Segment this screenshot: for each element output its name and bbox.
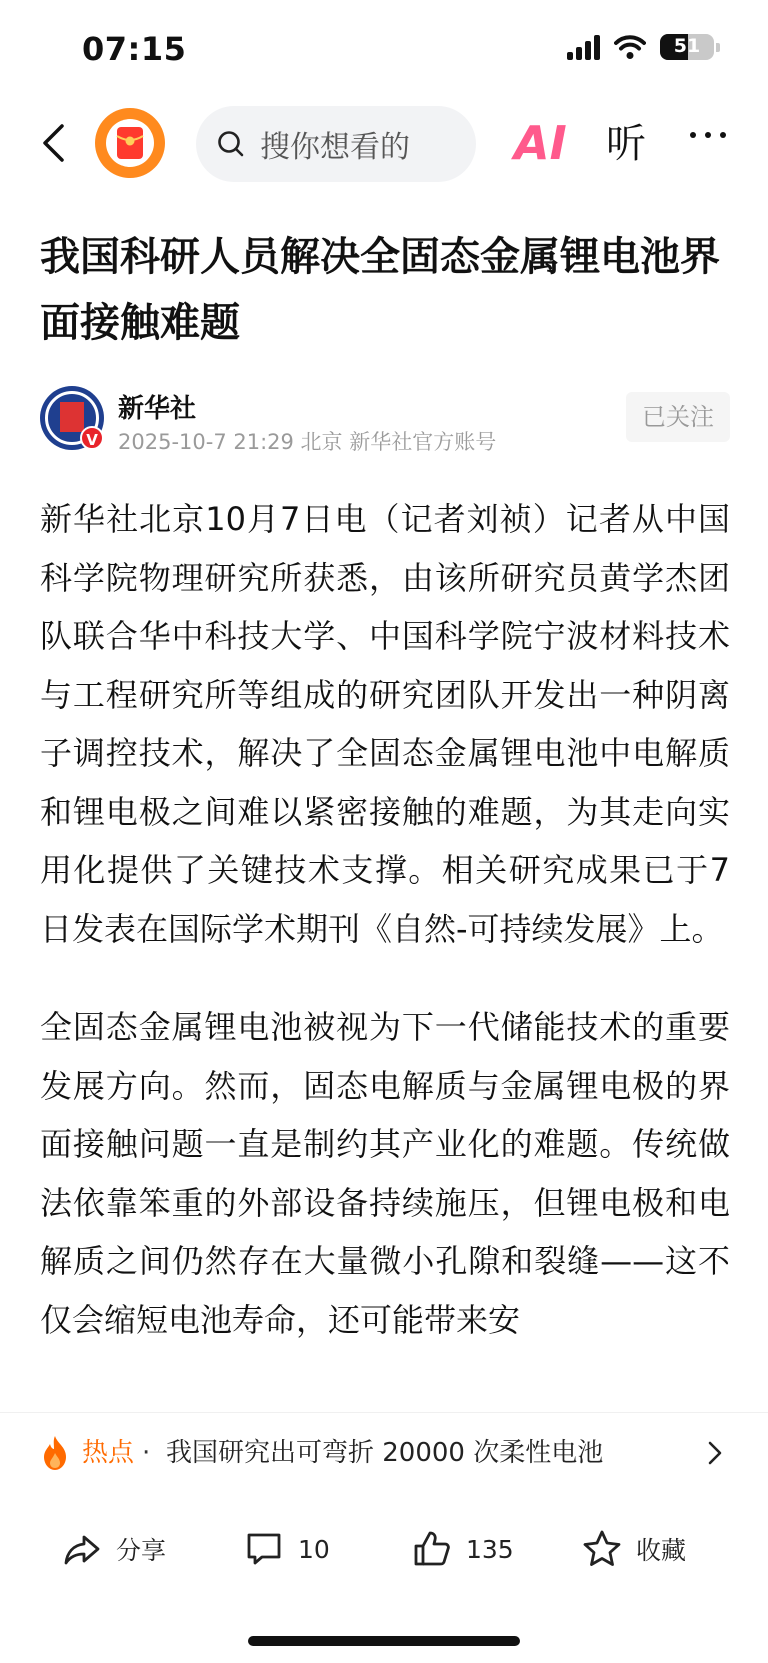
more-dot: [705, 132, 711, 138]
more-dot: [720, 132, 726, 138]
home-indicator[interactable]: [248, 1636, 520, 1646]
status-icons: [567, 34, 720, 60]
article-paragraph: 新华社北京10月7日电（记者刘祯）记者从中国科学院物理研究所获悉，由该所研究员黄学杰团队联合华中科技大学、中国科学院宁波材料技术与工程研究所等组成的研究团队开发出一种阴离子调控技术，解决了全固态金属锂电池中电解质和锂电极之间难以紧密接触的难题，为其走向实用化提供了关键技术支撑。相关研究成果已于7日发表在国际学术期刊《自然-可持续发展》上。: [40, 500, 730, 948]
nav-bar: [0, 100, 768, 190]
more-button[interactable]: [690, 132, 726, 138]
share-button[interactable]: [62, 1514, 166, 1584]
comment-button[interactable]: [244, 1514, 330, 1584]
comment-count: 10: [298, 1534, 330, 1564]
verified-badge: V: [80, 426, 104, 450]
author-row: [40, 386, 730, 456]
more-dots-icon: [690, 132, 696, 138]
chevron-left-icon: [40, 123, 66, 163]
battery-icon: [660, 34, 714, 60]
follow-button[interactable]: 已关注: [626, 392, 730, 442]
search-placeholder: 搜你想看的: [260, 130, 410, 165]
like-count: 135: [466, 1534, 514, 1564]
author-name[interactable]: 新华社: [118, 394, 197, 424]
status-time: 07:15: [82, 30, 187, 68]
article-title: 我国科研人员解决全固态金属锂电池界面接触难题: [40, 234, 720, 346]
share-label: 分享: [116, 1536, 167, 1565]
hot-topic-bar[interactable]: [0, 1412, 768, 1493]
comment-icon: [244, 1529, 284, 1569]
chevron-right-icon: [704, 1439, 726, 1467]
author-meta: 2025-10-7 21:29 北京 新华社官方账号: [118, 430, 497, 454]
search-icon: [216, 129, 246, 159]
search-bar[interactable]: [196, 106, 476, 182]
red-packet-icon: [116, 126, 144, 160]
cellular-signal-icon: [567, 34, 600, 60]
content-fade: [0, 1372, 768, 1412]
favorite-button[interactable]: [582, 1514, 686, 1584]
battery-cap: [716, 43, 720, 52]
hot-separator: ·: [142, 1438, 151, 1468]
back-button[interactable]: [28, 118, 78, 168]
battery-level: 51: [673, 35, 701, 57]
hot-headline[interactable]: 我国研究出可弯折 20000 次柔性电池: [166, 1438, 604, 1468]
star-icon: [582, 1529, 622, 1569]
like-button[interactable]: [412, 1514, 514, 1584]
share-icon: [62, 1529, 102, 1569]
fire-icon: [40, 1435, 70, 1471]
article-body: [40, 490, 730, 1410]
status-bar: [0, 0, 768, 100]
red-packet-button[interactable]: [95, 108, 165, 178]
thumbs-up-icon: [412, 1529, 452, 1569]
action-bar: [0, 1514, 768, 1584]
hot-label: 热点: [82, 1438, 135, 1468]
favorite-label: 收藏: [636, 1536, 687, 1565]
avatar-emblem: [60, 402, 84, 432]
wifi-icon: [614, 34, 646, 60]
ai-button[interactable]: AI: [514, 116, 567, 170]
article-paragraph: 全固态金属锂电池被视为下一代储能技术的重要发展方向。然而，固态电解质与金属锂电极的界面接触问题一直是制约其产业化的难题。传统做法依靠笨重的外部设备持续施压，但锂电极和电解质之间仍然存在大量微小孔隙和裂缝——这不仅会缩短电池寿命，还可能带来安: [40, 1008, 730, 1339]
listen-button[interactable]: 听: [606, 121, 646, 167]
